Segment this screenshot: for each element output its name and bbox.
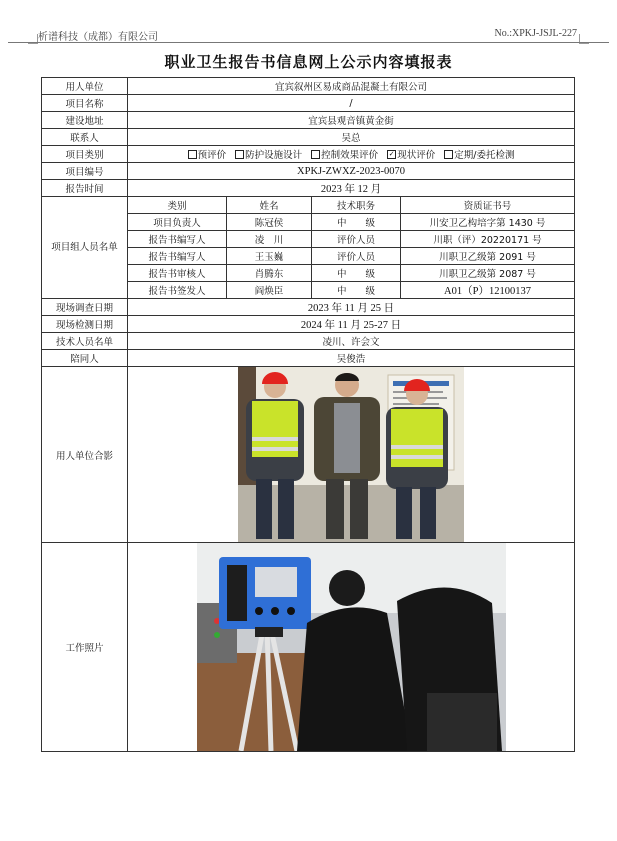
- checkbox-periodic-testing[interactable]: [444, 150, 453, 159]
- group-photo-image: [238, 367, 464, 542]
- member-role: 报告书签发人: [128, 282, 227, 299]
- project-no-value: XPKJ-ZWXZ-2023-0070: [128, 163, 575, 180]
- member-cert: 川安卫乙构培字第 1430 号: [401, 214, 575, 231]
- members-col-name: 姓名: [227, 197, 312, 214]
- row-report-time: [42, 180, 575, 197]
- member-name: 凌 川: [227, 231, 312, 248]
- row-tech-staff: [42, 333, 575, 350]
- checkbox-protection-design[interactable]: [235, 150, 244, 159]
- report-time-value: 2023 年 12 月: [128, 180, 575, 197]
- contact-label: 联系人: [42, 129, 128, 146]
- header-divider: [8, 42, 609, 43]
- test-date-label: 现场检测日期: [42, 316, 128, 333]
- employer-label: 用人单位: [42, 78, 128, 95]
- members-header-row: [42, 197, 575, 214]
- checkbox-pre-evaluation[interactable]: [188, 150, 197, 159]
- row-work-photo: [42, 543, 575, 752]
- project-no-label: 项目编号: [42, 163, 128, 180]
- survey-date-value: 2023 年 11 月 25 日: [128, 299, 575, 316]
- option-pre-evaluation[interactable]: [188, 150, 227, 161]
- row-escort: [42, 350, 575, 367]
- employer-value: 宜宾叙州区易成商品混凝土有限公司: [128, 78, 575, 95]
- option-status-evaluation[interactable]: [387, 150, 435, 161]
- member-role: 报告书编写人: [128, 248, 227, 265]
- members-col-title: 技术职务: [312, 197, 401, 214]
- row-project-no: [42, 163, 575, 180]
- row-contact: [42, 129, 575, 146]
- document-number: No.:XPKJ-JSJL-227: [494, 28, 577, 39]
- work-photo-label: 工作照片: [42, 543, 128, 752]
- address-value: 宜宾县观音镇黄金街: [128, 112, 575, 129]
- project-name-value: /: [128, 95, 575, 112]
- report-time-label: 报告时间: [42, 180, 128, 197]
- option-label: 控制效果评价: [321, 150, 379, 161]
- option-protection-design[interactable]: [235, 150, 302, 161]
- option-control-evaluation[interactable]: [311, 150, 378, 161]
- row-project-name: [42, 95, 575, 112]
- member-cert: 川职（评）20220171 号: [401, 231, 575, 248]
- checkbox-status-evaluation-checked[interactable]: ✓: [388, 150, 395, 158]
- member-role: 报告书审核人: [128, 265, 227, 282]
- work-photo-cell: [128, 543, 575, 752]
- row-employer: [42, 78, 575, 95]
- test-date-value: 2024 年 11 月 25-27 日: [128, 316, 575, 333]
- tech-staff-value: 凌川、许会文: [128, 333, 575, 350]
- row-address: [42, 112, 575, 129]
- escort-label: 陪同人: [42, 350, 128, 367]
- members-col-role: 类别: [128, 197, 227, 214]
- tech-staff-label: 技术人员名单: [42, 333, 128, 350]
- member-title: 中 级: [312, 265, 401, 282]
- members-col-cert: 资质证书号: [401, 197, 575, 214]
- group-photo-label: 用人单位合影: [42, 367, 128, 543]
- option-label: 预评价: [197, 150, 227, 161]
- row-test-date: [42, 316, 575, 333]
- row-survey-date: [42, 299, 575, 316]
- members-label: 项目组人员名单: [42, 197, 128, 299]
- company-name: 析谱科技（成都）有限公司: [38, 32, 158, 43]
- option-periodic-testing[interactable]: [444, 150, 514, 161]
- address-label: 建设地址: [42, 112, 128, 129]
- contact-value: 吴总: [128, 129, 575, 146]
- group-photo-cell: [128, 367, 575, 543]
- form-title: 职业卫生报告书信息网上公示内容填报表: [164, 53, 453, 71]
- member-name: 陈冠侯: [227, 214, 312, 231]
- member-title: 评价人员: [312, 231, 401, 248]
- member-title: 中 级: [312, 214, 401, 231]
- member-cert: A01（P）12100137: [401, 282, 575, 299]
- member-role: 报告书编写人: [128, 231, 227, 248]
- member-title: 评价人员: [312, 248, 401, 265]
- work-photo-image: [197, 543, 506, 751]
- work-photo: [197, 543, 506, 751]
- category-options: [128, 146, 575, 163]
- project-name-label: 项目名称: [42, 95, 128, 112]
- member-name: 王玉巍: [227, 248, 312, 265]
- member-name: 肖腾东: [227, 265, 312, 282]
- member-role: 项目负责人: [128, 214, 227, 231]
- option-label: 定期/委托检测: [454, 150, 515, 161]
- option-label: 现状评价: [397, 150, 436, 161]
- disclosure-form-table: [41, 77, 575, 752]
- row-category: [42, 146, 575, 163]
- member-name: 阎焕臣: [227, 282, 312, 299]
- member-cert: 川职卫乙级第 2091 号: [401, 248, 575, 265]
- member-title: 中 级: [312, 282, 401, 299]
- option-label: 防护设施设计: [245, 150, 303, 161]
- row-group-photo: [42, 367, 575, 543]
- category-label: 项目类别: [42, 146, 128, 163]
- survey-date-label: 现场调查日期: [42, 299, 128, 316]
- member-cert: 川职卫乙级第 2087 号: [401, 265, 575, 282]
- escort-value: 吴俊浩: [128, 350, 575, 367]
- checkbox-control-evaluation[interactable]: [311, 150, 320, 159]
- group-photo: [238, 367, 464, 542]
